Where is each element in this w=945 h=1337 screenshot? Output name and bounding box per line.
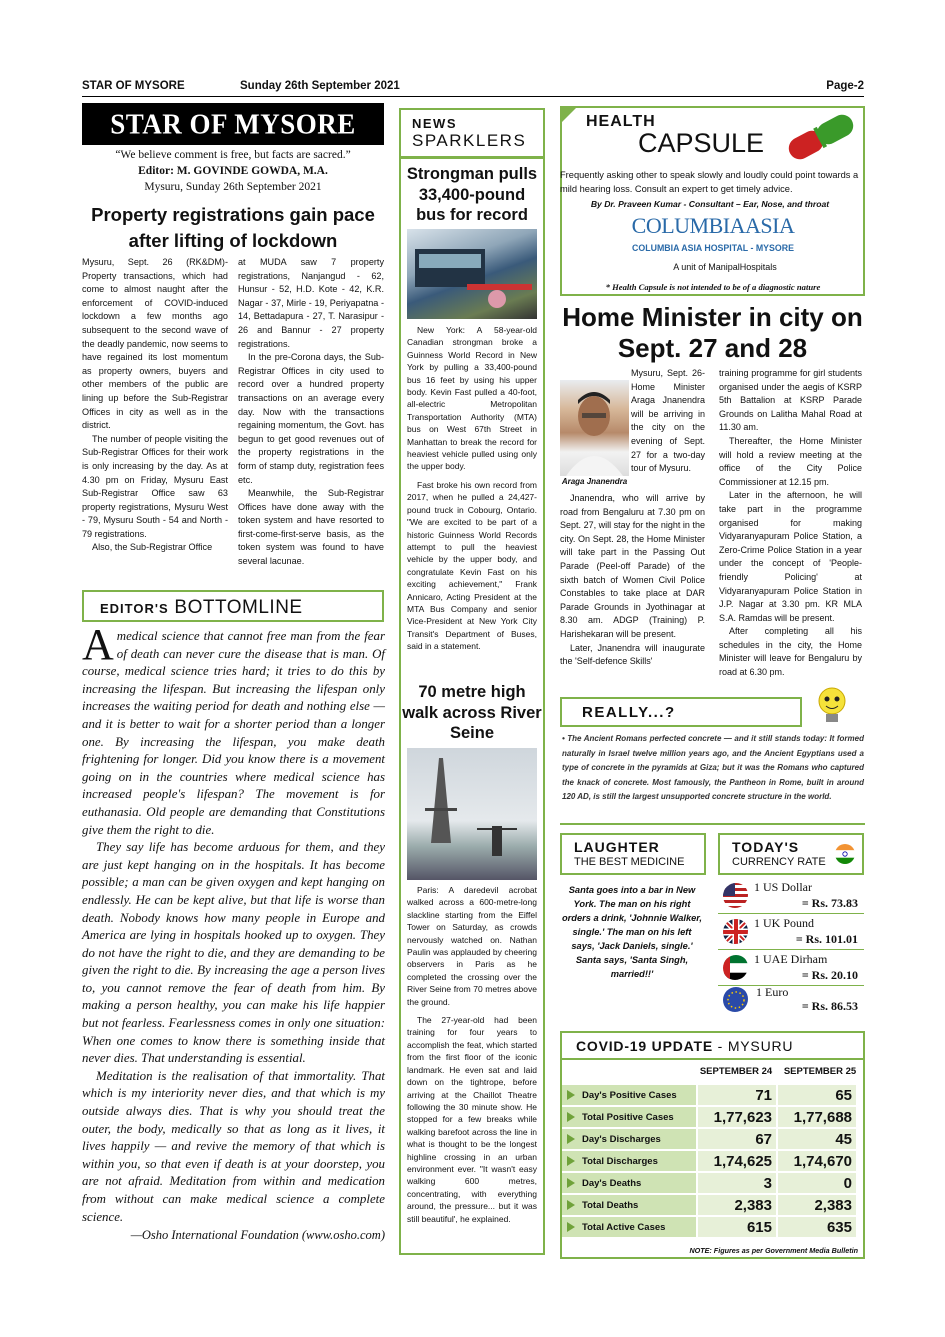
currency-name: 1 UAE Dirham: [754, 952, 828, 966]
bus-illustration: [407, 229, 537, 319]
covid-col1-head: SEPTEMBER 24: [699, 1066, 773, 1077]
health-label-1: HEALTH: [586, 113, 656, 130]
laughter-label-2: THE BEST MEDICINE: [574, 856, 685, 868]
eiffel-photo: [407, 748, 537, 880]
table-row: [562, 1085, 856, 1105]
lead-col2: [238, 256, 384, 569]
editorial-text: [82, 620, 385, 1245]
pill-icon: [780, 113, 862, 161]
covid-row-label: Total Discharges: [562, 1151, 696, 1171]
uae-flag-icon: [722, 954, 748, 980]
currency-row-usd: [718, 878, 864, 914]
story1-headline: Strongman pulls 33,400-pound bus for record: [406, 165, 538, 224]
laughter-text: Santa goes into a bar in New York. The man on his right orders a drink, 'Johnnie Walker, single.' The man on his left says, 'Jack Daniels, single.' Santa says, 'Santa Singh, married!!': [562, 885, 702, 979]
news-label: [412, 116, 526, 151]
strongman-photo: [407, 229, 537, 319]
lead-p3: Also, the Sub-Registrar Office: [92, 542, 213, 553]
currency-name: 1 US Dollar: [754, 880, 812, 894]
covid-value: 65: [776, 1085, 856, 1105]
health-corner: [562, 108, 576, 122]
currency-name: 1 UK Pound: [754, 916, 815, 930]
currency-name: 1 Euro: [756, 985, 789, 999]
covid-value: 3: [696, 1173, 776, 1193]
covid-value: 45: [776, 1129, 856, 1149]
drop-cap: A: [82, 620, 114, 669]
covid-table: [562, 1083, 856, 1239]
covid-value: 2,383: [776, 1195, 856, 1215]
table-row: [562, 1129, 856, 1149]
minister-p1: Jnanendra, who will arrive by road from Bengaluru at 7.30 pm on Sept. 27, will stay for the night in the city. On Sept. 28, the Home Minister will take part in the Passing Out Parade (Peel-off Parade) of the sixth batch of Women Civil Police Constables to take place at DAR Parade Grounds in Jyothinagar at 8.30 am. ADGP (Training) P. Harishekaran will be present.: [560, 493, 705, 639]
editorial-label-box: [82, 590, 384, 622]
currency-row-eur: [718, 986, 864, 1022]
minister-portrait: [560, 380, 629, 476]
minister-top-text: Mysuru, Sept. 26- Home Minister Araga Jnanendra will be arriving in the city on the evening of Sept. 27 for a two-day tour of Mysuru.: [631, 368, 705, 474]
minister-headline: Home Minister in city on Sept. 27 and 28: [562, 302, 863, 363]
minister-col2: [719, 367, 862, 680]
editorial-label: BOTTOMLINE: [174, 597, 303, 618]
covid-title-bold: COVID-19 UPDATE: [576, 1038, 713, 1054]
health-note: * Health Capsule is not intended to be of a diagnostic nature: [605, 282, 821, 292]
header-date: Sunday 26th September 2021: [240, 80, 400, 92]
covid-divider: [562, 1058, 863, 1060]
table-row: [562, 1151, 856, 1171]
dateline: Mysuru, Sunday 26th September 2021: [144, 181, 322, 193]
currency-row-aed: [718, 950, 864, 986]
covid-value: 71: [696, 1085, 776, 1105]
minister-photo: [560, 380, 629, 476]
laughter-label-1: LAUGHTER: [574, 839, 660, 855]
covid-row-label: Day's Discharges: [562, 1129, 696, 1149]
lead-p1: Mysuru, Sept. 26 (RK&DM)- Property transactions, which had come to almost naught after the enforcement of COVID-induced lockdown a few months ago subsequent to the second wave of the deadly pandemic, now seems to have regained its lost momentum as property owners, buyers and other members of the public are lining up before the Sub-Registrar Offices in city as well as in the district.: [82, 257, 228, 431]
columbia-logo: COLUMBIAASIA: [631, 213, 795, 238]
covid-value: 1,74,625: [696, 1151, 776, 1171]
covid-row-label: Total Active Cases: [562, 1217, 696, 1237]
currency-value: = Rs. 101.01: [795, 932, 858, 946]
table-row: [562, 1195, 856, 1215]
eiffel-tower-illustration: [407, 748, 537, 880]
minister-caption: Araga Jnanendra: [561, 477, 628, 486]
really-label-box: [560, 697, 802, 727]
covid-value: 635: [776, 1217, 856, 1237]
lead-col1: [82, 256, 228, 555]
covid-value: 615: [696, 1217, 776, 1237]
story2-headline: 70 metre high walk across River Seine: [402, 683, 542, 742]
editorial-p1: medical science that cannot free man from the fear of death can never cure the disease that is man. Of course, medical science tries hard; it tries to do this by increasing the lifespan. But increasing the lifespan only increases the waiting period for death and nothing else — and it is better to wait for a shorter period than a longer one. By increasing the lifespan, you make death frightening for longer. Did you know there is a movement going on in the countries where medical science has increased people's lifespan? The movement is for euthanasia. Old people are demanding that Constitutions give them the right to die.: [82, 629, 385, 837]
story1-text: [407, 324, 537, 653]
health-label-2: CAPSULE: [638, 128, 765, 158]
news-divider: [400, 156, 544, 159]
story2-p2: The 27-year-old had been training for four years to accomplish the feat, which started from the first floor of the iconic landmark. He even sat and laid down on the tightrope, before arriving at the Chaillot Theatre following the 30 minute show. He stopped for a few breaks while walking barefoot across the line in what is thought to be the longest highline crossing in an urban environment ever. "It wasn't easy walking 600 metres, concentrating, with everything around, the pressure... but it was still beautiful', he explained.: [407, 1015, 537, 1224]
covid-value: 67: [696, 1129, 776, 1149]
header-page: Page-2: [826, 80, 864, 92]
hospital-unit: A unit of ManipalHospitals: [673, 262, 777, 272]
table-row: [562, 1107, 856, 1127]
hospital-name: COLUMBIA ASIA HOSPITAL - MYSORE: [632, 243, 794, 253]
news-label-2: SPARKLERS: [412, 131, 527, 150]
minister-p3: training programme for girl students organised under the aegis of KSRP 5th Battalion at KSRP Parade Grounds on Lalitha Mahal Road at 11.30 am.: [719, 368, 862, 433]
laughter-label-box: [560, 833, 706, 875]
health-label: [586, 113, 765, 158]
currency-value: = Rs. 73.83: [801, 896, 858, 910]
lead-p5: In the pre-Corona days, the Sub-Registrar Offices in city used to record over a hundred property transactions on an average every day. Now with the transactions regaining momentum, the Govt. has begun to get good revenues out of the property registrations in the form of stamp duty, registration fees etc.: [238, 352, 384, 485]
editor-line: Editor: M. GOVINDE GOWDA, M.A.: [138, 165, 328, 177]
header-paper: STAR OF MYSORE: [82, 80, 185, 92]
story2-p1: Paris: A daredevil acrobat walked across a 600-metre-long slackline starting from the Eiffel Tower on Saturday, as crowds nervously watched on. Nathan Paulin was applauded by cheering observers in Paris as he completed the crossing over the River Seine from 70 metres above the ground.: [407, 885, 537, 1007]
table-row: [562, 1217, 856, 1237]
lead-headline: Property registrations gain pace after lifting of lockdown: [91, 204, 375, 251]
table-row: [562, 1173, 856, 1193]
currency-value: = Rs. 20.10: [801, 968, 858, 982]
covid-value: 0: [776, 1173, 856, 1193]
covid-col2-head: SEPTEMBER 25: [783, 1066, 857, 1077]
currency-row-gbp: [718, 914, 864, 950]
covid-value: 1,77,623: [696, 1107, 776, 1127]
editorial-label-bold: EDITOR'S: [100, 601, 169, 616]
motto: “We believe comment is free, but facts are sacred.”: [115, 149, 351, 161]
health-byline: By Dr. Praveen Kumar - Consultant – Ear, Nose, and throat: [590, 199, 830, 209]
currency-value: = Rs. 86.53: [801, 999, 858, 1013]
really-label: REALLY...?: [582, 704, 676, 721]
minister-p6: After completing all his schedules in the city, the Home Minister will leave for Bengaluru by road at 6.30 pm.: [719, 626, 862, 678]
uk-flag-icon: [722, 918, 748, 944]
story1-p1: New York: A 58-year-old Canadian strongman broke a Guinness World Record in New York by pulling a 33,400-pound bus 16 feet by using his upper body. Kevin Fast pulled a 40-foot, all-electric Metropolitan Transportation Authority (MTA) bus on West 67th Street in Manhattan to break the record for heaviest vehicle pulled using only the upper body.: [407, 325, 537, 472]
covid-value: 2,383: [696, 1195, 776, 1215]
india-flag-icon: [834, 843, 856, 865]
covid-title: [576, 1038, 793, 1054]
story1-p2: Fast broke his own record from 2017, when he pulled a 24,427-pound truck in Cobourg, Ontario. "We are excited to be part of a historic Guinness World Records attempt to pull the heaviest vehicle by the upper body, and congratulate Kevin Fast on his exciting achievement," Frank Annicaro, Acting President at the MTA Bus Company and senior Vice-President at New York City Transit's Department of Buses, said in a statement.: [407, 479, 537, 652]
minister-p5: Later in the afternoon, he will take part in the programme organised for making Vidyaranyapuram Police Station, a Zero-Crime Police Station in a year under the concept of 'People-friendly Policing' at Vidyaranyapuram Police Station in J.P. Nagar at 3.30 pm. KR MLA S.A. Ramdas will be present.: [719, 490, 862, 623]
covid-value: 1,77,688: [776, 1107, 856, 1127]
covid-title-rest: - MYSURU: [712, 1038, 794, 1054]
lead-p6: Meanwhile, the Sub-Registrar Offices have done away with the token system and have resorted to first-come-first-serve basis, as the token system was found to have several lacunae.: [238, 488, 384, 567]
story2-text: [407, 884, 537, 1225]
covid-note: NOTE: Figures as per Government Media Bulletin: [689, 1246, 858, 1255]
currency-label-1: TODAY'S: [732, 839, 800, 855]
really-divider: [560, 823, 865, 825]
bulb-icon: [812, 684, 852, 728]
news-label-1: NEWS: [412, 116, 457, 131]
masthead-sub: [82, 147, 384, 195]
lead-p2: The number of people visiting the Sub-Registrar Offices for their work is only increasing by the day. As at 4.30 pm on Friday, Mysuru East Sub-Registrar Office saw 63 property registrations, Mysuru West - 79, Mysuru South - 54 and North - 79 registrations.: [82, 433, 228, 539]
covid-value: 1,74,670: [776, 1151, 856, 1171]
health-text: Frequently asking other to speak slowly and loudly could point towards a mild hearing loss. Consult an expert to get timely advice.: [560, 170, 859, 194]
eu-flag-icon: [722, 986, 748, 1012]
covid-row-label: Day's Deaths: [562, 1173, 696, 1193]
minister-p4: Thereafter, the Home Minister will hold a review meeting at the office of the City Police Commissioner at 12.15 pm.: [719, 435, 862, 487]
minister-p2: Later, Jnanendra will inaugurate the 'Self-defence Skills': [560, 642, 705, 667]
lead-p4: at MUDA saw 7 property registrations, Nanjangud - 62, Hunsur - 52, H.D. Kote - 42, K.R. Nagar - 37, Mirle - 19, Periyapatna - 14, Bettadapura - 27, T. Narasipur - 26 and Bannur - 27 property registrations.: [238, 257, 384, 349]
editorial-p2: They say life has become arduous for them, and they are just kept hanging on in the hospitals. It has become possible; a man can be given oxygen and kept hanging on endlessly. He can be kept alive, but that life is worse than death. Nobody knows how many people in Europe and America are lying in hospitals hooked up to oxygen. They do not have the right to die, and they are demanding to be given the right to die. By increasing the age a person lives to, you cannot remove the fear of death from him. By making a person healthy, you can make his life happier but not fearless. Fearlessness comes in only one situation: When one comes to know there is something inside that never dies. That understanding is essential.: [82, 840, 385, 1066]
minister-col1: [560, 492, 705, 669]
page-header: [82, 79, 864, 97]
really-text: • The Ancient Romans perfected concrete — and it still stands today: It formed naturally in Israel twelve million years ago, and the Ancient Egyptians used a type of concrete in the pyramids at Giza; but it was the Romans who captured the knack of concrete. Most famously, the Pantheon in Rome, built in around 120 AD, is still the largest unsupported concrete structure in the world.: [562, 734, 864, 801]
currency-label-box: [718, 833, 864, 875]
editorial-p3: Meditation is the realisation of that immortality. That which is my interiority never dies, and that which is my outside always dies. That is why you should treat the outer, the body, medically so that as long as it lives, it lives happily — and revive the memory of that which is within you, so that even if death is at your doorstep, you are not afraid. Meditation from within and medication from without can make medical science a complete science.: [82, 1068, 385, 1224]
covid-row-label: Total Positive Cases: [562, 1107, 696, 1127]
covid-row-label: Total Deaths: [562, 1195, 696, 1215]
masthead-title: STAR OF MYSORE: [82, 103, 384, 145]
editorial-credit: —Osho International Foundation (www.osho.com): [130, 1228, 385, 1243]
currency-label-2: CURRENCY RATE: [732, 856, 826, 868]
covid-row-label: Day's Positive Cases: [562, 1085, 696, 1105]
us-flag-icon: [722, 882, 748, 908]
